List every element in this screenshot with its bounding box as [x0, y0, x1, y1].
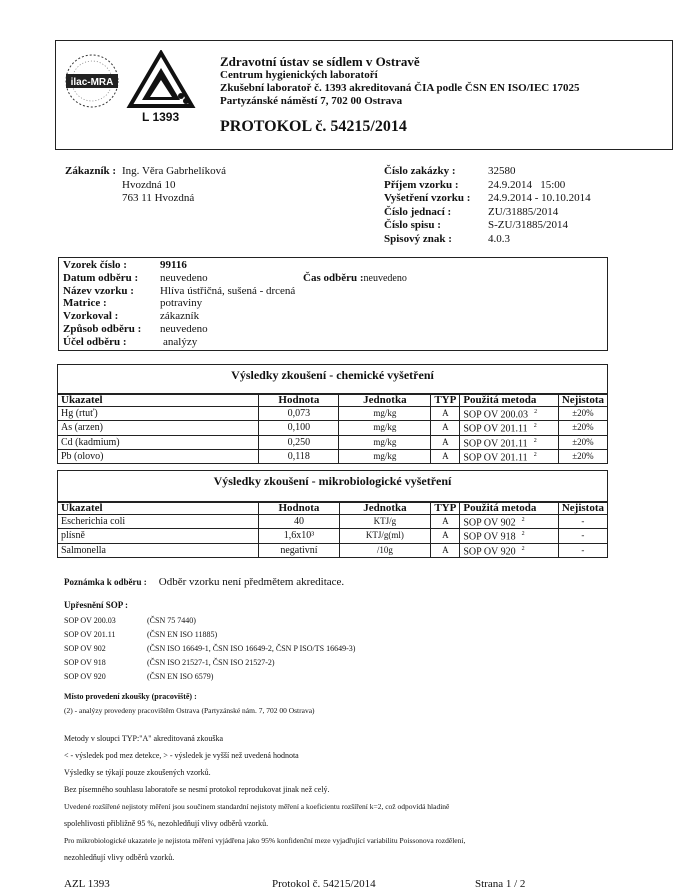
sop-list — [64, 612, 355, 682]
institute-name: Zdravotní ústav se sídlem v Ostravě — [220, 54, 420, 69]
order-row: Příjem vzorku : 24.9.2014 15:00 — [384, 178, 566, 191]
order-row: Číslo zakázky : 32580 — [384, 165, 516, 177]
lab-number: L 1393 — [142, 110, 180, 124]
footnote-line: Uvedené rozšířené nejistoty měření jsou součinem standardní nejistoty měření a koeficientu rozšíření k=2, což odpovídá hladině — [64, 802, 450, 811]
sample-row: Vzorek číslo : 99116 — [63, 259, 187, 271]
ilac-logo-text: ilac-MRA — [70, 77, 114, 88]
table-row: Escherichia coli 40 KTJ/g A SOP OV 902 $^2$ - — [58, 515, 608, 529]
place-text: (2) - analýzy provedeny pracovištěm Ostrava (Partyzánské nám. 7, 702 00 Ostrava) — [64, 706, 315, 715]
sop-row: SOP OV 201.11 (ČSN EN ISO 11885) — [64, 630, 218, 639]
footnote-line: Metody v sloupci TYP:"A" akreditovaná zkouška — [64, 734, 224, 743]
header-line2: Zkušební laboratoř č. 1393 akreditovaná ČIA podle ČSN EN ISO/IEC 17025 — [220, 82, 580, 94]
sample-row: Způsob odběru : neuvedeno — [63, 322, 208, 335]
footnote-line: spolehlivosti přibližně 95 %, nezohledňují vlivy odběrů vzorků. — [64, 819, 269, 828]
sample-row: Účel odběru : analýzy — [63, 335, 198, 348]
order-info — [384, 165, 654, 246]
customer-label: Zákazník : — [65, 165, 117, 177]
footer-page: Strana 1 / 2 — [475, 878, 526, 890]
footer-left: AZL 1393 — [64, 878, 110, 890]
chem-title: Výsledky zkoušení - chemické vyšetření — [57, 364, 608, 394]
chem-table — [57, 394, 608, 464]
footer-center: Protokol č. 54215/2014 — [272, 878, 376, 890]
micro-title: Výsledky zkoušení - mikrobiologické vyšetření — [57, 470, 608, 502]
sample-row: Datum odběru : neuvedeno — [63, 271, 208, 284]
place-title: Místo provedení zkoušky (pracoviště) : — [64, 692, 197, 701]
table-header-row: Ukazatel Hodnota Jednotka TYP Použitá metoda Nejistota — [58, 395, 608, 407]
order-row: Číslo spisu : S-ZU/31885/2014 — [384, 219, 569, 231]
table-header-row: Ukazatel Hodnota Jednotka TYP Použitá metoda Nejistota — [58, 503, 608, 515]
table-row: Salmonella negativní /10g A SOP OV 920 $^2$ - — [58, 543, 608, 557]
sample-time: Čas odběru :neuvedeno — [303, 272, 407, 284]
table-row: plísně 1,6x10³ KTJ/g(ml) A SOP OV 918 $^2$ - — [58, 529, 608, 543]
footnote-line: nezohledňují vlivy odběrů vzorků. — [64, 853, 175, 862]
table-row: Pb (olovo) 0,118 mg/kg A SOP OV 201.11 $^2$ ±20% — [58, 449, 608, 463]
sample-row: Matrice : potraviny — [63, 297, 203, 310]
footnote-line: Pro mikrobiologické ukazatele je nejistota měření vyjádřena jako 95% konfidenční meze vyjadřující variabilitu Poissonova rozdělení, — [64, 836, 466, 845]
sop-row: SOP OV 918 (ČSN ISO 21527-1, ČSN ISO 21527-2) — [64, 658, 275, 667]
sop-row: SOP OV 902 (ČSN ISO 16649-1, ČSN ISO 16649-2, ČSN P ISO/TS 16649-3) — [64, 644, 356, 653]
table-row: As (arzen) 0,100 mg/kg A SOP OV 201.11 $^2$ ±20% — [58, 421, 608, 435]
sop-title: Upřesnění SOP : — [64, 600, 129, 610]
footnotes — [64, 730, 664, 866]
order-row: Spisový znak : 4.0.3 — [384, 232, 510, 245]
customer-name: Ing. Věra Gabrhelíková — [122, 165, 226, 177]
header-line3: Partyzánské náměstí 7, 702 00 Ostrava — [220, 95, 403, 107]
sop-row: SOP OV 920 (ČSN EN ISO 6579) — [64, 672, 214, 681]
micro-table — [57, 502, 608, 558]
ilac-mra-logo — [62, 52, 122, 110]
sampling-note: Poznámka k odběru : Odběr vzorku není předmětem akreditace. — [64, 576, 345, 588]
order-row: Číslo jednací : ZU/31885/2014 — [384, 205, 559, 218]
sample-row: Vzorkoval : zákazník — [63, 310, 200, 323]
table-row: Cd (kadmium) 0,250 mg/kg A SOP OV 201.11 $^2$ ±20% — [58, 435, 608, 449]
customer-street: Hvozdná 10 — [122, 179, 176, 191]
order-row: Vyšetření vzorku : 24.9.2014 - 10.10.2014 — [384, 192, 591, 204]
header-line1: Centrum hygienických laboratoří — [220, 69, 378, 81]
table-row: Hg (rtuť) 0,073 mg/kg A SOP OV 200.03 $^2$ ±20% — [58, 407, 608, 421]
footnote-line: Bez písemného souhlasu laboratoře se nesmí protokol reprodukovat jinak než celý. — [64, 785, 330, 794]
customer-city: 763 11 Hvozdná — [122, 192, 195, 204]
protocol-title: PROTOKOL č. 54215/2014 — [220, 118, 407, 135]
footnote-line: < - výsledek pod mez detekce, > - výsledek je vyšší než uvedená hodnota — [64, 751, 299, 760]
sop-row: SOP OV 200.03 (ČSN 75 7440) — [64, 616, 196, 625]
footnote-line: Výsledky se týkají pouze zkoušených vzorků. — [64, 768, 211, 777]
sample-row: Název vzorku : Hlíva ústřičná, sušená - drcená — [63, 284, 296, 297]
